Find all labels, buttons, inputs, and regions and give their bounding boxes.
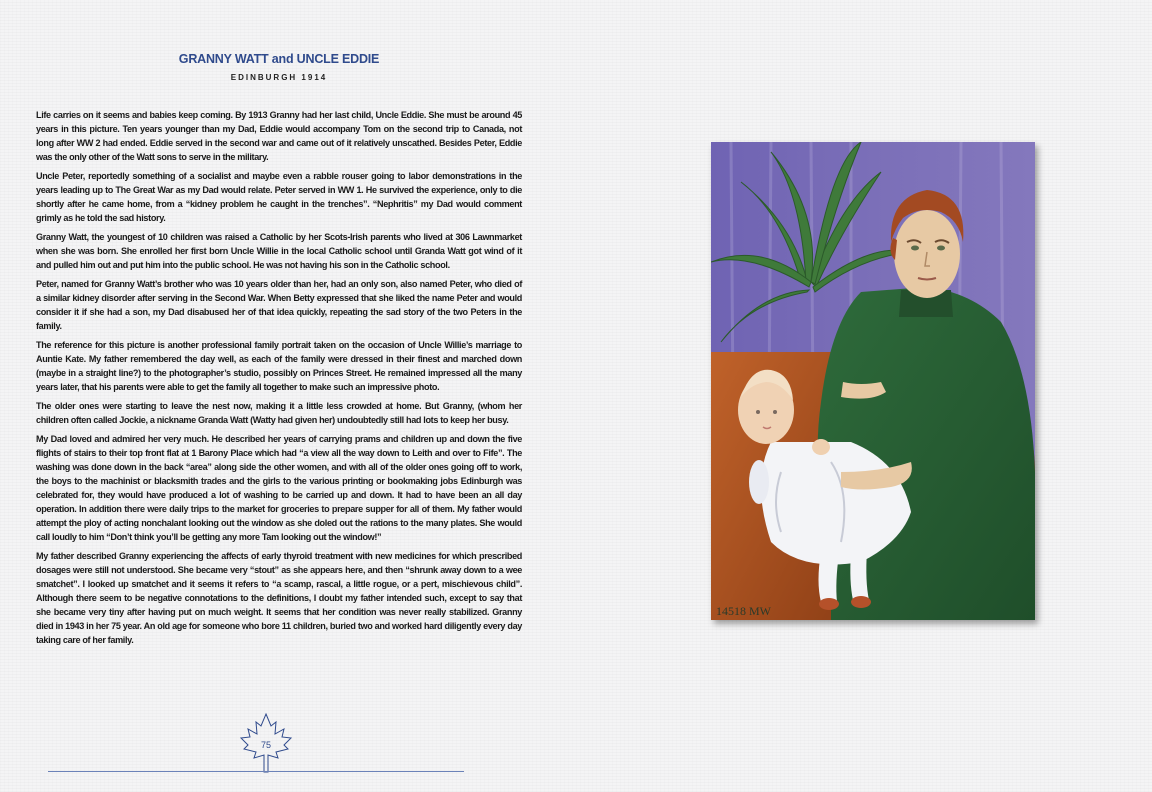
paragraph: My father described Granny experiencing the affects of early thyroid treatment with new medicines for which prescribed dosages were still not understood. She became very “stout” as she appears here, and then “shrunk away down to a wee smatchet”. I looked up smatchet and it seems it refers to “a scamp, rascal, a little rogue, or a pert, mischievous child”. Although there seem to be negative connotations to the definitions, I doubt my father intended such, except to say that she became very tiny after having put on much weight. It seems that her condition was never really stabilized. Granny died in 1943 in her 75 year. An old age for someone who bore 11 children, buried two and worked hard diligently every day taking care of her family. [36,551,522,645]
portrait-painting [711,142,1035,620]
article-body [36,108,522,652]
painting-signature: 14518 MW [716,604,771,618]
paragraph: The older ones were starting to leave the nest now, making it a little less crowded at home. But Granny, (whom her children often called Jockie, a nickname Granda Watt (Watty had given her) undoubtedly still had lots to keep her busy. [36,401,522,425]
portrait-illustration [711,142,1035,620]
page-subtitle: EDINBURGH 1914 [230,73,328,82]
paragraph: Uncle Peter, reportedly something of a socialist and maybe even a rabble rouser going to labor demonstrations in the years leading up to The Great War as my Dad would relate. Peter served in WW 1. He survived the experience, only to die shortly after he came home, from a “kidney problem he caught in the trenches”. “Nephritis” my Dad would comment grimly as he told the sad history. [36,171,522,223]
paragraph: My Dad loved and admired her very much. He described her years of carrying prams and children up and down the five flights of stairs to their top front flat at 1 Barony Place which had “a view all the way down to Leith and over to Fife”. The washing was done down in the back “area” along side the other women, and with all of the older ones going off to work, the boys to the machinist or blacksmith trades and the girls to the various printing or bookmaking jobs Edinburgh was celebrated for, they would have produced a lot of washing to be carried up and down. It had to have been an all day operation. In addition there were daily trips to the market for groceries to prepare supper for all of them. My father would attempt the ploy of acting nonchalant looking out the window as she doled out the rations to the many plates. She would call loudly to him “Don’t think you’ll be getting any more Tam looking out the window!” [36,434,522,542]
footer-rule [48,771,464,772]
right-page [576,0,1152,792]
paragraph: Life carries on it seems and babies keep coming. By 1913 Granny had her last child, Uncle Eddie. She must be around 45 years in this picture. Ten years younger than my Dad, Eddie would accompany Tom on the second trip to Canada, not long after WW 2 had ended. Eddie served in the second war and came out of it relatively unscathed. Besides Peter, Eddie was the only other of the Watt sons to serve in the military. [36,110,522,162]
page-title: GRANNY WATT and UNCLE EDDIE [178,52,380,66]
page-number: 75 [260,740,271,750]
paragraph: Peter, named for Granny Watt’s brother who was 10 years older than her, had an only son, also named Peter, who died of a similar kidney disorder after serving in the Second War. When Betty expressed that she liked the name Peter and would consider it if she had a son, my Dad disabused her of that idea quickly, repeating the sad story of the two Peters in the family. [36,279,522,331]
paragraph: Granny Watt, the youngest of 10 children was raised a Catholic by her Scots-Irish parents who lived at 306 Lawnmarket when she was born. She enrolled her first born Uncle Willie in the local Catholic school until Granda Watt got wind of it and pulled him out and put him into the public school. He was not having his son in the Catholic school. [36,232,522,270]
paragraph: The reference for this picture is another professional family portrait taken on the occasion of Uncle Willie’s marriage to Auntie Kate. My father remembered the day well, as each of the family were dressed in their finest and marched down (maybe in a straight line?) to the photographer’s studio, possibly on Princes Street. He remained impressed all the many years later, that his parents were able to get the family all together to make such an impressive photo. [36,340,522,392]
